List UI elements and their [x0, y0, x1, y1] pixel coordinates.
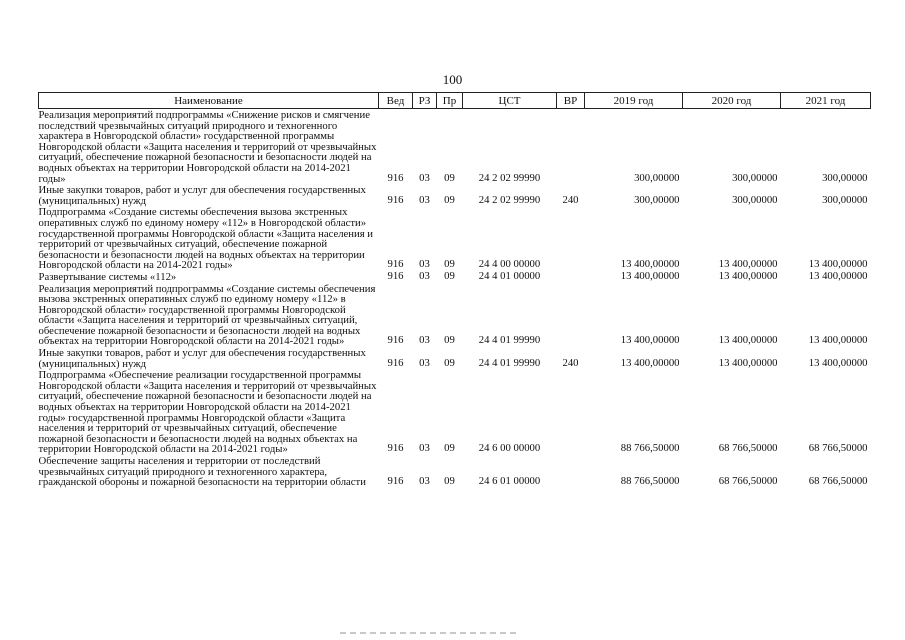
row-2019: 88 766,50000 [620, 442, 680, 455]
page-number: 100 [442, 72, 463, 87]
row-2020: 68 766,50000 [718, 475, 778, 488]
row-pr: 09 [444, 475, 455, 488]
row-ved: 916 [387, 171, 404, 184]
row-ved: 916 [387, 193, 404, 206]
row-rz: 03 [419, 258, 430, 271]
header-2021: 2021 год [781, 93, 871, 109]
row-name: Иные закупки товаров, работ и услуг для обеспечения государственных (муниципальных) нужд [38, 184, 366, 207]
row-2021: 68 766,50000 [808, 442, 868, 455]
row-2021: 300,00000 [822, 193, 868, 206]
row-cst: 24 2 02 99990 [478, 193, 541, 206]
row-2019: 13 400,00000 [620, 334, 680, 347]
scan-artifact [340, 632, 520, 634]
table-row [39, 271, 871, 283]
row-cst: 24 6 00 00000 [478, 442, 541, 455]
row-vr: 240 [562, 356, 579, 369]
row-vr [557, 109, 585, 185]
table-row [39, 109, 871, 185]
row-2020: 68 766,50000 [718, 442, 778, 455]
header-row [39, 93, 871, 109]
header-2019: 2019 год [585, 93, 683, 109]
row-cst: 24 4 00 00000 [478, 258, 541, 271]
row-name: Иные закупки товаров, работ и услуг для обеспечения государственных (муниципальных) нужд [38, 347, 366, 370]
row-vr [557, 369, 585, 455]
row-2020: 13 400,00000 [718, 356, 778, 369]
row-2021: 68 766,50000 [808, 475, 868, 488]
header-pr: Пр [437, 93, 463, 109]
row-2021: 13 400,00000 [808, 258, 868, 271]
row-vr [557, 206, 585, 271]
header-rz: РЗ [413, 93, 437, 109]
row-ved: 916 [387, 475, 404, 488]
row-pr: 09 [444, 442, 455, 455]
row-2019: 300,00000 [634, 171, 680, 184]
header-ved: Вед [379, 93, 413, 109]
row-cst: 24 2 02 99990 [478, 171, 541, 184]
row-cst: 24 4 01 99990 [478, 334, 541, 347]
row-2020: 300,00000 [732, 171, 778, 184]
table-header [39, 93, 871, 109]
row-2020: 13 400,00000 [718, 269, 778, 282]
row-rz: 03 [419, 269, 430, 282]
row-ved: 916 [387, 258, 404, 271]
row-vr [557, 283, 585, 348]
row-ved: 916 [387, 334, 404, 347]
table-body [39, 109, 871, 488]
row-2019: 13 400,00000 [620, 356, 680, 369]
row-pr: 09 [444, 171, 455, 184]
row-rz: 03 [419, 334, 430, 347]
row-rz: 03 [419, 171, 430, 184]
row-name: Реализация мероприятий подпрограммы «Создание системы обеспечения вызова экстренных оперативных служб по единому номеру «112» в Новгородской области» государственной программы Новгородской области «Защита населения и территорий от чрезвычайных ситуаций, обеспечение пожарной безопасности и безопасности людей на водных объектах на территории Новгородской области на 2014-2021 годы» [38, 282, 376, 348]
row-cst: 24 6 01 00000 [478, 475, 541, 488]
row-pr: 09 [444, 356, 455, 369]
row-ved: 916 [387, 356, 404, 369]
table-row [39, 369, 871, 455]
row-name: Развертывание системы «112» [38, 270, 177, 283]
header-2020: 2020 год [683, 93, 781, 109]
row-pr: 09 [444, 334, 455, 347]
row-cst: 24 4 01 00000 [478, 269, 541, 282]
table-row [39, 206, 871, 271]
table-row [39, 283, 871, 348]
row-2020: 300,00000 [732, 193, 778, 206]
row-2021: 300,00000 [822, 171, 868, 184]
row-vr [557, 271, 585, 283]
header-vr: ВР [557, 93, 585, 109]
row-ved: 916 [387, 269, 404, 282]
row-2021: 13 400,00000 [808, 269, 868, 282]
table-row [39, 184, 871, 206]
budget-table [38, 92, 871, 488]
row-pr: 09 [444, 269, 455, 282]
row-vr: 240 [562, 193, 579, 206]
row-2020: 13 400,00000 [718, 334, 778, 347]
row-pr: 09 [444, 258, 455, 271]
row-rz: 03 [419, 442, 430, 455]
row-2021: 13 400,00000 [808, 334, 868, 347]
row-2019: 13 400,00000 [620, 258, 680, 271]
header-name: Наименование [39, 93, 379, 109]
table-row [39, 455, 871, 488]
row-rz: 03 [419, 356, 430, 369]
row-pr: 09 [444, 193, 455, 206]
row-rz: 03 [419, 193, 430, 206]
row-2019: 13 400,00000 [620, 269, 680, 282]
row-ved: 916 [387, 442, 404, 455]
row-name: Подпрограмма «Обеспечение реализации государственной программы Новгородской области «Защита населения и территорий от чрезвычайных ситуаций, обеспечение пожарной безопасности и безопасности людей на водных объектах на территории Новгородской области на 2014-2021 годы» государственной программы Новгородской области «Защита населения и территорий от чрезвычайных ситуаций, обеспечение пожарной безопасности и безопасности людей на водных объектах на территории Новгородской области на 2014-2021 годы» [38, 369, 377, 456]
row-rz: 03 [419, 475, 430, 488]
row-2019: 300,00000 [634, 193, 680, 206]
row-name: Обеспечение защиты населения и территории от последствий чрезвычайных ситуаций природного и техногенного характера, гражданской обороны и пожарной безопасности на территории области [38, 455, 366, 489]
row-2019: 88 766,50000 [620, 475, 680, 488]
row-2021: 13 400,00000 [808, 356, 868, 369]
row-cst: 24 4 01 99990 [478, 356, 541, 369]
row-vr [557, 455, 585, 488]
row-2020: 13 400,00000 [718, 258, 778, 271]
row-name: Реализация мероприятий подпрограммы «Снижение рисков и смягчение последствий чрезвычайных ситуаций природного и техногенного характера в Новгородской области» государственной программы Новгородской области «Защита населения и территорий от чрезвычайных ситуаций, обеспечение пожарной безопасности и безопасности людей на водных объектах на территории Новгородской области на 2014-2021 годы» [38, 109, 377, 185]
row-name: Подпрограмма «Создание системы обеспечения вызова экстренных оперативных служб по единому номеру «112» в Новгородской области» государственной программы Новгородской области «Защита населения и территорий от чрезвычайных ситуаций, обеспечение пожарной безопасности и безопасности людей на водных объектах на территории Новгородской области на 2014-2021 годы» [38, 206, 374, 272]
table-row [39, 347, 871, 369]
header-cst: ЦСТ [463, 93, 557, 109]
